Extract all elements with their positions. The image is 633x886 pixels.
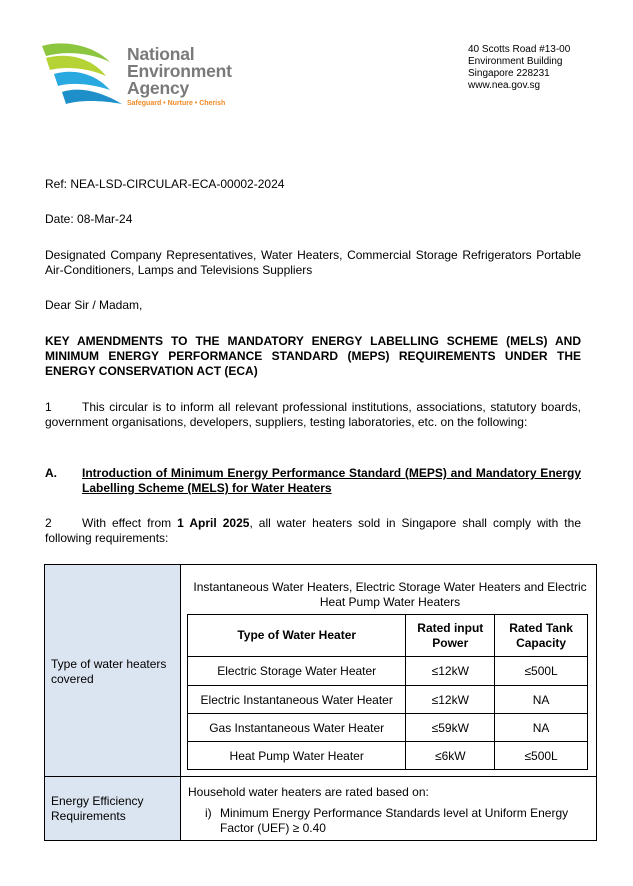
logo-line-agency: Agency bbox=[127, 78, 190, 98]
table-cell: Heat Pump Water Heater bbox=[188, 742, 406, 770]
effective-date: 1 April 2025 bbox=[177, 516, 250, 530]
table-cell: ≤500L bbox=[495, 742, 588, 770]
nea-logo bbox=[40, 40, 240, 120]
paragraph-text: With effect from bbox=[82, 516, 178, 530]
salutation: Dear Sir / Madam, bbox=[45, 298, 143, 312]
column-header: Rated input Power bbox=[406, 615, 495, 657]
table-row bbox=[188, 686, 588, 714]
logo-line-environment: Environment bbox=[127, 61, 232, 81]
paragraph-text: , all water heaters sold in Singapore shall comply with the following requirements: bbox=[45, 516, 581, 545]
table-row bbox=[188, 714, 588, 742]
address-line: Singapore 228231 bbox=[468, 68, 550, 79]
paragraph-number: 2 bbox=[45, 516, 52, 530]
table-row bbox=[188, 742, 588, 770]
efficiency-intro: Household water heaters are rated based on: bbox=[188, 785, 429, 799]
label-cell-efficiency bbox=[45, 777, 181, 840]
table-cell: ≤500L bbox=[495, 657, 588, 686]
table-cell: NA bbox=[495, 686, 588, 714]
efficiency-item-number: i) bbox=[205, 806, 212, 820]
table-cell: Gas Instantaneous Water Heater bbox=[188, 714, 406, 742]
paragraph-1 bbox=[45, 400, 581, 430]
circular-date: Date: 08-Mar-24 bbox=[45, 212, 133, 226]
efficiency-item-text: Minimum Energy Performance Standards level at Uniform Energy Factor (UEF) ≥ 0.40 bbox=[220, 806, 569, 835]
section-title: Introduction of Minimum Energy Performance Standard (MEPS) and Mandatory Energy Labelling Scheme (MELS) for Water Heaters bbox=[82, 466, 581, 495]
label-cell-type bbox=[45, 565, 181, 776]
row-label-efficiency: Energy Efficiency Requirements bbox=[51, 794, 144, 823]
table-cell: NA bbox=[495, 714, 588, 742]
website-link[interactable]: www.nea.gov.sg bbox=[468, 80, 541, 91]
address-line: Environment Building bbox=[468, 56, 563, 67]
paragraph-text: This circular is to inform all relevant professional institutions, associations, statutory boards, government organisations, developers, suppliers, testing laboratories, etc. on the following: bbox=[45, 400, 581, 429]
address-line: 40 Scotts Road #13-00 bbox=[468, 44, 571, 55]
logo-tagline: Safeguard • Nurture • Cherish bbox=[127, 100, 226, 107]
table-cell: ≤59kW bbox=[406, 714, 495, 742]
column-header: Rated Tank Capacity bbox=[495, 615, 588, 657]
address-block bbox=[468, 44, 570, 92]
table-cell: ≤12kW bbox=[406, 657, 495, 686]
table-row bbox=[188, 657, 588, 686]
table-cell: ≤12kW bbox=[406, 686, 495, 714]
column-header: Type of Water Heater bbox=[188, 615, 406, 657]
water-heater-types-table bbox=[187, 614, 588, 770]
table-cell: Electric Instantaneous Water Heater bbox=[188, 686, 406, 714]
table-cell: ≤6kW bbox=[406, 742, 495, 770]
row-label-type: Type of water heaters covered bbox=[51, 657, 167, 686]
reference-number: Ref: NEA-LSD-CIRCULAR-ECA-00002-2024 bbox=[45, 177, 285, 191]
recipients: Designated Company Representatives, Water Heaters, Commercial Storage Refrigerators Portable Air-Conditioners, Lamps and Televisions Suppliers bbox=[45, 248, 581, 277]
logo-line-national: National bbox=[127, 44, 195, 64]
section-letter: A. bbox=[45, 466, 57, 480]
covered-types-intro: Instantaneous Water Heaters, Electric Storage Water Heaters and Electric Heat Pump Water Heaters bbox=[193, 580, 587, 609]
paragraph-2 bbox=[45, 516, 581, 546]
circular-heading: KEY AMENDMENTS TO THE MANDATORY ENERGY LABELLING SCHEME (MELS) AND MINIMUM ENERGY PERFORMANCE STANDARD (MEPS) REQUIREMENTS UNDER THE ENERGY CONSERVATION ACT (ECA) bbox=[45, 334, 581, 378]
nea-logo-swoosh-icon bbox=[40, 40, 126, 116]
paragraph-number: 1 bbox=[45, 400, 52, 414]
table-cell: Electric Storage Water Heater bbox=[188, 657, 406, 686]
